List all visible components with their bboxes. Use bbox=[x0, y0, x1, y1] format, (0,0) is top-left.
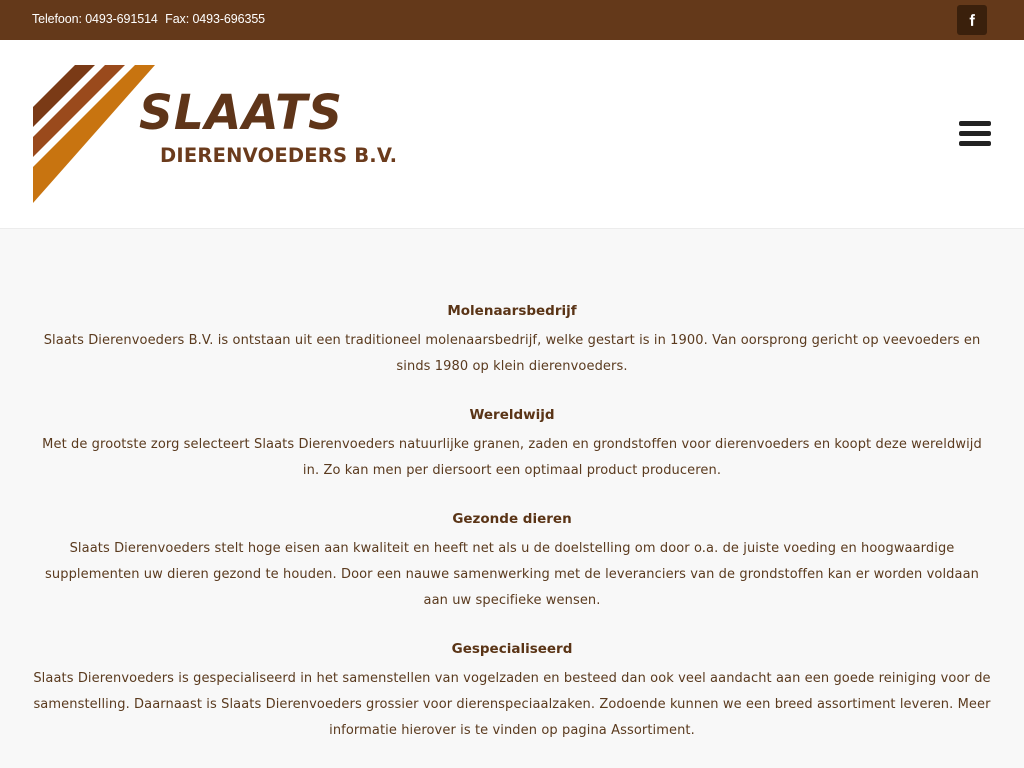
section-text: Slaats Dierenvoeders B.V. is ontstaan uit een traditioneel molenaarsbedrijf, welke gestart is in 1900. Van oorsprong gericht op veevoeders en sinds 1980 op klein dierenvoeders. bbox=[43, 333, 981, 374]
section-text: Slaats Dierenvoeders stelt hoge eisen aan kwaliteit en heeft net als u de doelstelling om door o.a. de juiste voeding en hoogwaardige supplementen uw dieren gezond te houden. Door een nauwe samenwerking met de leveranciers van de grondstoffen kan er worden voldaan aan uw specifieke wensen. bbox=[45, 541, 979, 608]
logo[interactable] bbox=[33, 65, 413, 205]
section-molenaarsbedrijf bbox=[32, 302, 992, 380]
section-gespecialiseerd bbox=[32, 640, 992, 744]
logo-subtitle: DIERENVOEDERS B.V. bbox=[160, 144, 398, 167]
section-gezonde-dieren bbox=[32, 510, 992, 614]
fax-number: Fax: 0493-696355 bbox=[165, 12, 266, 26]
main-content bbox=[0, 230, 1024, 768]
contact-info bbox=[32, 12, 265, 26]
facebook-icon bbox=[965, 13, 979, 27]
section-wereldwijd bbox=[32, 406, 992, 484]
facebook-button[interactable] bbox=[957, 5, 987, 35]
hamburger-menu-button[interactable] bbox=[958, 119, 992, 149]
section-title: Gespecialiseerd bbox=[451, 641, 573, 657]
section-text: Slaats Dierenvoeders is gespecialiseerd in het samenstellen van vogelzaden en besteed dan ook veel aandacht aan een goede reiniging voor de samenstelling. Daarnaast is Slaats Dierenvoeders grossier voor dierenspeciaalzaken. Zodoende kunnen we een breed assortiment leveren. Meer informatie hierover is te vinden op pagina Assortiment. bbox=[33, 671, 991, 738]
phone-number: Telefoon: 0493-691514 bbox=[32, 12, 158, 26]
section-text: Met de grootste zorg selecteert Slaats Dierenvoeders natuurlijke granen, zaden en grondstoffen voor dierenvoeders en koopt deze wereldwijd in. Zo kan men per diersoort een optimaal product produceren. bbox=[42, 437, 982, 478]
site-header bbox=[0, 40, 1024, 229]
section-title: Molenaarsbedrijf bbox=[447, 303, 577, 319]
section-title: Wereldwijd bbox=[469, 407, 555, 423]
hamburger-icon bbox=[959, 121, 991, 126]
section-title: Gezonde dieren bbox=[452, 511, 572, 527]
logo-brand: SLAATS bbox=[139, 85, 344, 141]
top-bar bbox=[0, 0, 1024, 40]
